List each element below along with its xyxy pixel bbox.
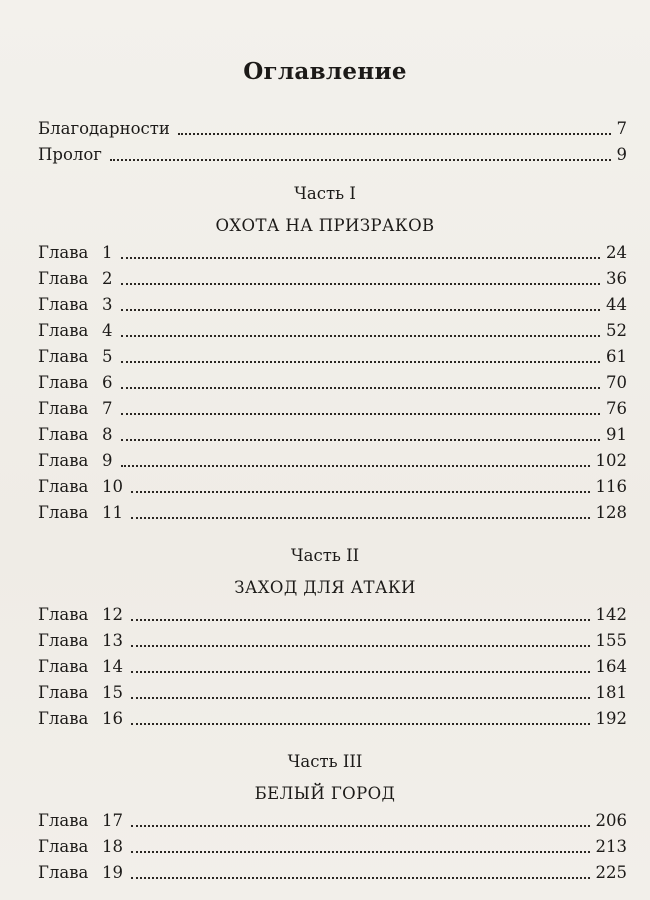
- toc-page-number: 7: [616, 119, 627, 138]
- chapter-number: 16: [102, 709, 123, 728]
- dot-leader: [131, 645, 590, 647]
- chapter-number: 2: [102, 269, 113, 288]
- dot-leader: [121, 257, 601, 259]
- toc-page-number: 206: [595, 811, 627, 830]
- chapter-word: Глава: [38, 477, 89, 496]
- part-label: Часть III: [287, 752, 363, 771]
- toc-page-number: 24: [606, 243, 627, 262]
- toc-page-number: 192: [595, 709, 627, 728]
- toc-entry-chapter: [38, 268, 627, 290]
- chapter-number: 4: [102, 321, 113, 340]
- toc-entry-label: Пролог: [38, 145, 102, 164]
- chapter-word: Глава: [38, 321, 89, 340]
- toc-entry-chapter: [38, 682, 627, 704]
- chapter-number: 9: [102, 451, 113, 470]
- toc-entry-chapter: [38, 346, 627, 368]
- toc-entry-prologue: [38, 144, 627, 166]
- chapter-word: Глава: [38, 709, 89, 728]
- toc-page-number: 128: [595, 503, 627, 522]
- toc-entry-chapter: [38, 476, 627, 498]
- chapter-number: 8: [102, 425, 113, 444]
- toc-title: Оглавление: [243, 58, 407, 85]
- toc-entry-chapter: [38, 294, 627, 316]
- toc-entry-chapter: [38, 604, 627, 626]
- toc-page-number: 44: [606, 295, 627, 314]
- chapter-word: Глава: [38, 451, 89, 470]
- chapter-word: Глава: [38, 837, 89, 856]
- chapter-number: 18: [102, 837, 123, 856]
- chapter-number: 7: [102, 399, 113, 418]
- chapter-word: Глава: [38, 683, 89, 702]
- chapter-number: 11: [102, 503, 123, 522]
- toc-entry-chapter: [38, 372, 627, 394]
- chapter-word: Глава: [38, 295, 89, 314]
- toc-page-number: 155: [595, 631, 627, 650]
- toc-entry-chapter: [38, 656, 627, 678]
- toc-entry-chapter: [38, 836, 627, 858]
- chapter-number: 13: [102, 631, 123, 650]
- toc-page-number: 213: [595, 837, 627, 856]
- dot-leader: [121, 361, 601, 363]
- dot-leader: [131, 491, 590, 493]
- dot-leader: [121, 335, 601, 337]
- chapter-word: Глава: [38, 631, 89, 650]
- chapter-number: 15: [102, 683, 123, 702]
- dot-leader: [110, 159, 611, 161]
- dot-leader: [121, 283, 601, 285]
- part-label: Часть II: [290, 546, 360, 565]
- toc-page-number: 91: [606, 425, 627, 444]
- dot-leader: [121, 413, 601, 415]
- toc-entry-chapter: [38, 708, 627, 730]
- toc-page-number: 52: [606, 321, 627, 340]
- chapter-number: 10: [102, 477, 123, 496]
- toc-page-number: 116: [595, 477, 627, 496]
- toc-page-number: 61: [606, 347, 627, 366]
- chapter-word: Глава: [38, 425, 89, 444]
- toc-page-number: 225: [595, 863, 627, 882]
- chapter-number: 3: [102, 295, 113, 314]
- dot-leader: [131, 671, 590, 673]
- toc-entry-chapter: [38, 630, 627, 652]
- chapter-word: Глава: [38, 347, 89, 366]
- dot-leader: [131, 619, 590, 621]
- toc-page-number: 102: [595, 451, 627, 470]
- dot-leader: [121, 439, 601, 441]
- dot-leader: [178, 133, 611, 135]
- chapter-word: Глава: [38, 243, 89, 262]
- chapter-word: Глава: [38, 373, 89, 392]
- toc-page-number: 36: [606, 269, 627, 288]
- part-label: Часть I: [294, 184, 356, 203]
- dot-leader: [121, 309, 601, 311]
- chapter-word: Глава: [38, 811, 89, 830]
- chapter-number: 17: [102, 811, 123, 830]
- chapter-number: 5: [102, 347, 113, 366]
- toc-entry-acknowledgements: [38, 118, 627, 140]
- chapter-word: Глава: [38, 503, 89, 522]
- part-name: ОХОТА НА ПРИЗРАКОВ: [215, 216, 435, 235]
- part-name: БЕЛЫЙ ГОРОД: [254, 784, 396, 803]
- toc-page-number: 181: [595, 683, 627, 702]
- toc-entry-chapter: [38, 862, 627, 884]
- dot-leader: [121, 387, 601, 389]
- dot-leader: [131, 517, 590, 519]
- chapter-word: Глава: [38, 605, 89, 624]
- chapter-word: Глава: [38, 399, 89, 418]
- toc-page-number: 76: [606, 399, 627, 418]
- chapter-word: Глава: [38, 657, 89, 676]
- toc-page-number: 164: [595, 657, 627, 676]
- dot-leader: [121, 465, 590, 467]
- toc-entry-chapter: [38, 424, 627, 446]
- toc-entry-label: Благодарности: [38, 119, 170, 138]
- chapter-number: 1: [102, 243, 113, 262]
- chapter-number: 19: [102, 863, 123, 882]
- chapter-number: 6: [102, 373, 113, 392]
- dot-leader: [131, 723, 590, 725]
- toc-page-number: 70: [606, 373, 627, 392]
- chapter-word: Глава: [38, 863, 89, 882]
- chapter-number: 12: [102, 605, 123, 624]
- dot-leader: [131, 825, 590, 827]
- toc-page-number: 9: [616, 145, 627, 164]
- dot-leader: [131, 877, 590, 879]
- dot-leader: [131, 697, 590, 699]
- toc-entry-chapter: [38, 502, 627, 524]
- chapter-word: Глава: [38, 269, 89, 288]
- part-name: ЗАХОД ДЛЯ АТАКИ: [234, 578, 416, 597]
- toc-page-number: 142: [595, 605, 627, 624]
- dot-leader: [131, 851, 590, 853]
- toc-entry-chapter: [38, 320, 627, 342]
- toc-entry-chapter: [38, 398, 627, 420]
- toc-entry-chapter: [38, 242, 627, 264]
- toc-entry-chapter: [38, 450, 627, 472]
- chapter-number: 14: [102, 657, 123, 676]
- toc-entry-chapter: [38, 810, 627, 832]
